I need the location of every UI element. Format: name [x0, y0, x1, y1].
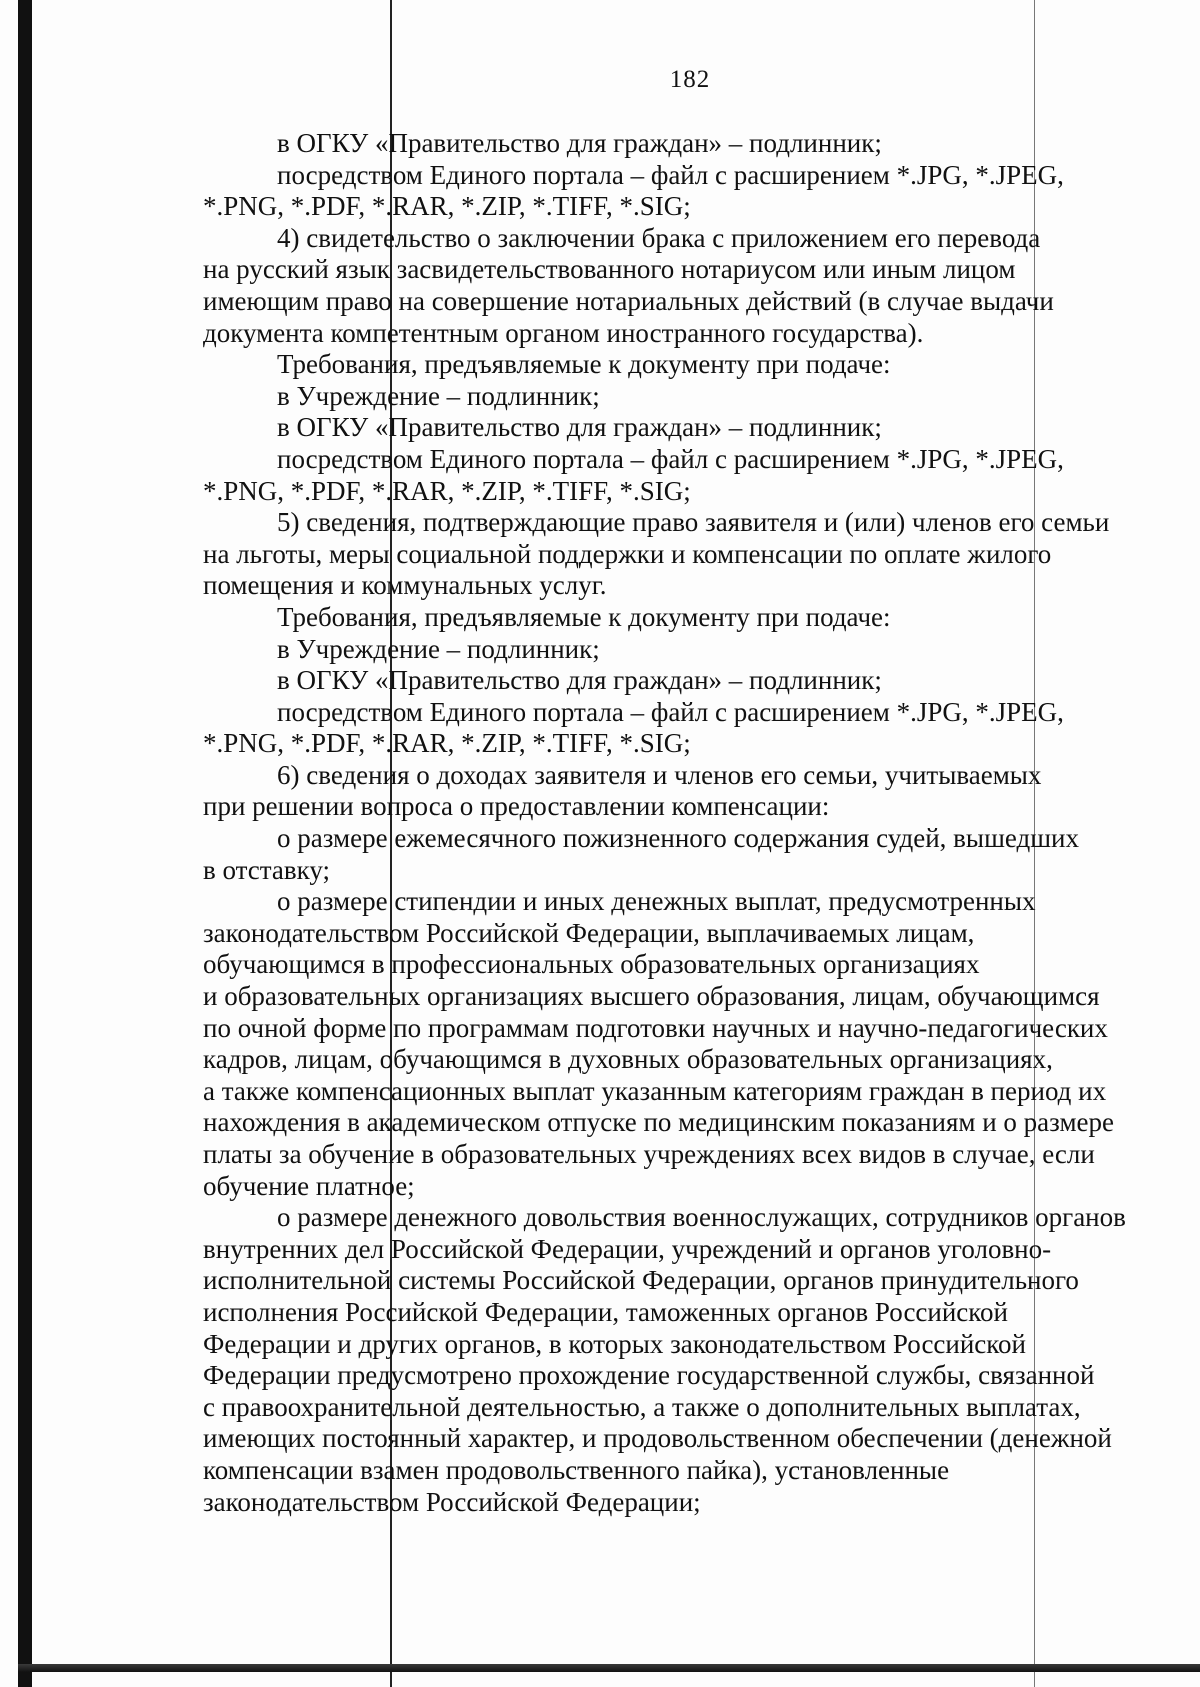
paragraph-military-allowance: о размере денежного довольствия военнослужащих, сотрудников органов внутренних дел Российской Федерации, учреждений и органов уголовно- исполнительной системы Российской Федерации, органов принудительного исполнения Российской Федерации, таможенных органов Российской Федерации и других органов, в которых законодательством Российской Федерации предусмотрено прохождение государственной службы, связанной с правоохранительной деятельностью, а также о дополнительных выплатах, имеющих постоянный характер, и продовольственном обеспечении (денежной компенсации взамен продовольственного пайка), установленные законодательством Российской Федерации;	[203, 1202, 1126, 1517]
page-number: 182	[669, 66, 711, 93]
scan-bottom-edge	[18, 1664, 1200, 1672]
paragraph-ogku-original: в ОГКУ «Правительство для граждан» – подлинник;	[277, 665, 882, 696]
paragraph-item-6-income-info: 6) сведения о доходах заявителя и членов его семьи, учитываемых при решении вопроса о предоставлении компенсации:	[203, 759, 1042, 822]
paragraph-ogku-original: в ОГКУ «Правительство для граждан» – подлинник;	[277, 128, 882, 158]
paragraph-portal-file: посредством Единого портала – файл с расширением *.JPG, *.JPEG, *.PNG, *.PDF, *.RAR, *.ZIP, *.TIFF, *.SIG;	[203, 443, 1064, 506]
paragraph-portal-file: посредством Единого портала – файл с расширением *.JPG, *.JPEG, *.PNG, *.PDF, *.RAR, *.ZIP, *.TIFF, *.SIG;	[203, 696, 1064, 759]
document-body	[203, 128, 1163, 1518]
paragraph-requirements-heading: Требования, предъявляемые к документу при подаче:	[277, 601, 891, 632]
paragraph-requirements-heading: Требования, предъявляемые к документу при подаче:	[277, 349, 891, 380]
scan-left-edge	[18, 0, 32, 1687]
paragraph-judges-allowance: о размере ежемесячного пожизненного содержания судей, вышедших в отставку;	[203, 823, 1079, 885]
paragraph-stipend: о размере стипендии и иных денежных выплат, предусмотренных законодательством Российской Федерации, выплачиваемых лицам, обучающимся в профессиональных образовательных организациях и образовательных организациях высшего образования, лицам, обучающимся по очной форме по программам подготовки научных и научно-педагогических кадров, лицам, обучающимся в духовных образовательных организациях, а также компенсационных выплат указанным категориям граждан в период их нахождения в академическом отпуске по медицинским показаниям и о размере платы за обучение в образовательных учреждениях всех видов в случае, если обучение платное;	[203, 886, 1114, 1201]
paragraph-ogku-original: в ОГКУ «Правительство для граждан» – подлинник;	[277, 412, 882, 443]
paragraph-item-4-marriage-certificate: 4) свидетельство о заключении брака с приложением его перевода на русский язык засвидетельствованного нотариусом или иным лицом имеющим право на совершение нотариальных действий (в случае выдачи документа компетентным органом иностранного государства).	[203, 222, 1054, 348]
paragraph-item-5-benefits-info: 5) сведения, подтверждающие право заявителя и (или) членов его семьи на льготы, меры социальной поддержки и компенсации по оплате жилого помещения и коммунальных услуг.	[203, 507, 1110, 601]
paragraph-institution-original: в Учреждение – подлинник;	[277, 633, 600, 664]
paragraph-institution-original: в Учреждение – подлинник;	[277, 380, 600, 411]
paragraph-portal-file: посредством Единого портала – файл с расширением *.JPG, *.JPEG, *.PNG, *.PDF, *.RAR, *.ZIP, *.TIFF, *.SIG;	[203, 159, 1064, 222]
